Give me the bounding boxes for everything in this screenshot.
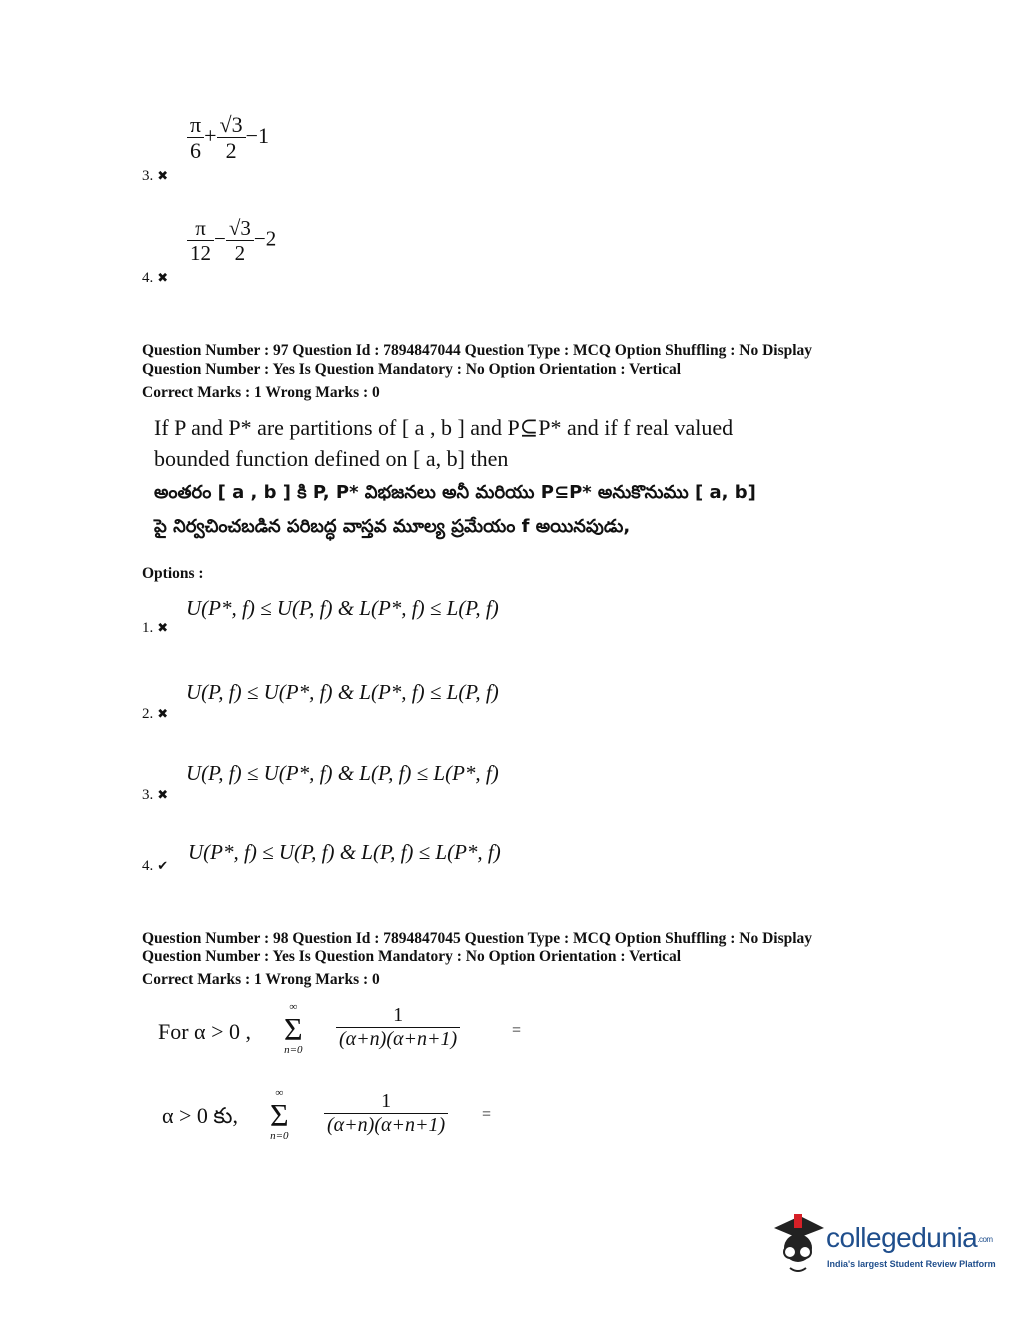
sigma-symbol: Σ xyxy=(270,1097,289,1133)
fraction-denominator: 6 xyxy=(190,138,202,164)
condition-text: For α > 0 , xyxy=(158,1019,251,1044)
sigma-symbol: Σ xyxy=(284,1011,303,1047)
fraction xyxy=(226,216,254,265)
question-97-stem-english-line-1: If P and P* are partitions of [ a , b ] and P⊆P* and if f real valued xyxy=(154,415,734,440)
question-98-stem-telugu xyxy=(162,1086,562,1156)
option-expression xyxy=(187,112,269,164)
checkmark-icon: ✔ xyxy=(157,859,169,874)
prev-option-3 xyxy=(142,112,342,192)
option-expression: U(P, f) ≤ U(P*, f) & L(P, f) ≤ L(P*, f) xyxy=(186,761,499,785)
question-97-meta-1: Question Number : 97 Question Id : 7894847044 Question Type : MCQ Option Shuffling : No Display xyxy=(142,342,813,359)
cross-icon: ✖ xyxy=(157,169,169,184)
fraction-denominator: 2 xyxy=(225,138,237,164)
option-number-text: 4. xyxy=(142,858,154,874)
option-1 xyxy=(142,596,642,640)
option-number xyxy=(142,270,168,287)
question-98-meta-2: Question Number : Yes Is Question Mandatory : No Option Orientation : Vertical xyxy=(142,948,682,965)
question-97-meta-3: Correct Marks : 1 Wrong Marks : 0 xyxy=(142,384,380,401)
logo-name: collegedunia xyxy=(826,1222,978,1253)
option-number xyxy=(142,787,168,804)
sum-upper-limit: ∞ xyxy=(275,1087,284,1099)
fraction xyxy=(324,1090,448,1137)
sum-upper-limit: ∞ xyxy=(289,1001,298,1013)
option-2 xyxy=(142,680,642,724)
option-number-text: 2. xyxy=(142,706,154,722)
logo-suffix: .com xyxy=(977,1235,993,1245)
graduate-mascot-icon xyxy=(770,1210,826,1276)
question-97-stem-telugu-line-1: అంతరం [ a , b ] కి P, P* విభజనలు అనీ మరియు P⊆P* అనుకొనుము [ a, b] xyxy=(154,482,756,503)
question-97-stem-telugu-line-2: పై నిర్వచించబడిన పరిబద్ధ వాస్తవ మూల్య ప్రమేయం f అయినపుడు, xyxy=(154,516,631,537)
fraction-denominator: 2 xyxy=(234,241,246,266)
option-expression: U(P, f) ≤ U(P*, f) & L(P*, f) ≤ L(P, f) xyxy=(186,680,499,704)
logo-wordmark xyxy=(826,1222,993,1254)
fraction-denominator: (α+n)(α+n+1) xyxy=(327,1114,446,1136)
option-expression: U(P*, f) ≤ U(P, f) & L(P, f) ≤ L(P*, f) xyxy=(188,840,501,864)
question-97-stem-english-line-2: bounded function defined on [ a, b] then xyxy=(154,446,509,471)
fraction xyxy=(187,216,214,265)
option-number xyxy=(142,620,168,637)
option-expression: U(P*, f) ≤ U(P, f) & L(P*, f) ≤ L(P, f) xyxy=(186,596,499,620)
option-expression xyxy=(187,216,276,265)
logo-tagline: India's largest Student Review Platform xyxy=(827,1259,996,1269)
fraction-numerator: 1 xyxy=(324,1090,448,1114)
sum-lower-limit: n=0 xyxy=(270,1130,289,1142)
fraction-numerator: π xyxy=(187,112,204,138)
fraction xyxy=(187,112,204,164)
sum-lower-limit: n=0 xyxy=(284,1044,303,1056)
question-98-meta-1: Question Number : 98 Question Id : 7894847045 Question Type : MCQ Option Shuffling : No Display xyxy=(142,930,813,947)
option-number xyxy=(142,706,168,723)
cross-icon: ✖ xyxy=(157,621,169,636)
question-98-stem-english xyxy=(158,1000,558,1070)
options-label: Options : xyxy=(142,565,204,582)
fraction-denominator: 12 xyxy=(190,241,211,266)
fraction xyxy=(217,112,246,164)
fraction-denominator: (α+n)(α+n+1) xyxy=(339,1028,458,1050)
question-97-meta-2: Question Number : Yes Is Question Mandatory : No Option Orientation : Vertical xyxy=(142,361,682,378)
option-number xyxy=(142,858,168,875)
fraction-numerator: √3 xyxy=(217,112,246,138)
fraction-numerator: π xyxy=(187,216,214,241)
option-number-text: 1. xyxy=(142,620,154,636)
collegedunia-logo xyxy=(770,1210,1000,1280)
cross-icon: ✖ xyxy=(157,788,169,803)
option-number-text: 4. xyxy=(142,270,154,286)
condition-text: α > 0 కు, xyxy=(162,1103,239,1128)
option-4 xyxy=(142,840,642,884)
expression-tail: −1 xyxy=(245,122,270,148)
equals-sign: = xyxy=(512,1022,522,1039)
fraction-numerator: √3 xyxy=(226,216,254,241)
cross-icon: ✖ xyxy=(157,707,169,722)
summation xyxy=(284,1002,303,1056)
operator: + xyxy=(204,122,217,148)
cross-icon: ✖ xyxy=(157,271,169,286)
option-number-text: 3. xyxy=(142,168,154,184)
prev-option-4 xyxy=(142,214,342,294)
expression-tail: −2 xyxy=(253,226,277,251)
question-98-meta-3: Correct Marks : 1 Wrong Marks : 0 xyxy=(142,971,380,988)
option-number xyxy=(142,168,168,185)
option-3 xyxy=(142,761,642,805)
equals-sign: = xyxy=(482,1106,492,1123)
fraction-numerator: 1 xyxy=(336,1004,460,1028)
fraction xyxy=(336,1004,460,1051)
option-number-text: 3. xyxy=(142,787,154,803)
operator: − xyxy=(214,226,226,251)
summation xyxy=(270,1088,289,1142)
